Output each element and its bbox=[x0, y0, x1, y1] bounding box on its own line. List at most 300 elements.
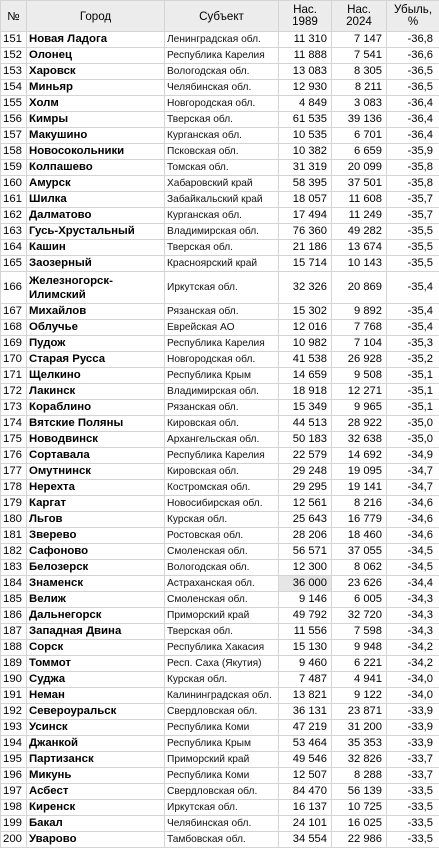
col-header-pop2024 bbox=[332, 1, 387, 32]
table-row bbox=[1, 64, 439, 80]
row-pop1989: 32 326 bbox=[279, 272, 332, 304]
row-pop1989: 34 554 bbox=[279, 832, 332, 848]
row-loss: -34,3 bbox=[387, 608, 439, 624]
table-row bbox=[1, 496, 439, 512]
row-number: 183 bbox=[1, 560, 27, 576]
row-number: 153 bbox=[1, 64, 27, 80]
row-pop1989: 24 101 bbox=[279, 816, 332, 832]
row-pop1989: 53 464 bbox=[279, 736, 332, 752]
table-row bbox=[1, 400, 439, 416]
row-pop2024: 11 249 bbox=[332, 208, 387, 224]
row-number: 173 bbox=[1, 400, 27, 416]
col-header-subject: Субъект bbox=[165, 1, 279, 32]
row-number: 199 bbox=[1, 816, 27, 832]
row-number: 184 bbox=[1, 576, 27, 592]
row-pop2024: 39 136 bbox=[332, 112, 387, 128]
row-loss: -34,9 bbox=[387, 448, 439, 464]
row-loss: -35,4 bbox=[387, 320, 439, 336]
row-loss: -35,1 bbox=[387, 384, 439, 400]
row-subject: Свердловская обл. bbox=[165, 784, 279, 800]
row-loss: -35,5 bbox=[387, 240, 439, 256]
row-pop2024: 8 288 bbox=[332, 768, 387, 784]
row-subject: Курская обл. bbox=[165, 672, 279, 688]
row-city: Сортавала bbox=[27, 448, 165, 464]
row-pop2024: 23 626 bbox=[332, 576, 387, 592]
table-row bbox=[1, 720, 439, 736]
row-city: Асбест bbox=[27, 784, 165, 800]
row-subject: Республика Карелия bbox=[165, 48, 279, 64]
row-loss: -36,5 bbox=[387, 64, 439, 80]
row-city: Шилка bbox=[27, 192, 165, 208]
row-loss: -36,8 bbox=[387, 32, 439, 48]
row-number: 167 bbox=[1, 304, 27, 320]
row-pop2024: 6 659 bbox=[332, 144, 387, 160]
row-subject: Курганская обл. bbox=[165, 208, 279, 224]
row-subject: Вологодская обл. bbox=[165, 64, 279, 80]
col-header-pop1989 bbox=[279, 1, 332, 32]
row-loss: -34,6 bbox=[387, 496, 439, 512]
row-city: Томмот bbox=[27, 656, 165, 672]
row-number: 193 bbox=[1, 720, 27, 736]
row-number: 180 bbox=[1, 512, 27, 528]
row-loss: -35,8 bbox=[387, 160, 439, 176]
row-subject: Свердловская обл. bbox=[165, 704, 279, 720]
row-city: Железногорск-Илимский bbox=[27, 272, 165, 304]
row-pop2024: 7 768 bbox=[332, 320, 387, 336]
row-pop1989: 41 538 bbox=[279, 352, 332, 368]
row-city: Кораблино bbox=[27, 400, 165, 416]
row-city: Далматово bbox=[27, 208, 165, 224]
row-city: Лакинск bbox=[27, 384, 165, 400]
row-pop1989: 84 470 bbox=[279, 784, 332, 800]
row-city: Североуральск bbox=[27, 704, 165, 720]
row-number: 168 bbox=[1, 320, 27, 336]
row-subject: Архангельская обл. bbox=[165, 432, 279, 448]
row-subject: Тверская обл. bbox=[165, 240, 279, 256]
row-loss: -34,5 bbox=[387, 544, 439, 560]
row-loss: -35,7 bbox=[387, 192, 439, 208]
row-loss: -35,0 bbox=[387, 416, 439, 432]
row-loss: -34,0 bbox=[387, 688, 439, 704]
col-header-pop1989-line1: Нас. bbox=[293, 3, 317, 16]
row-number: 178 bbox=[1, 480, 27, 496]
row-city: Дальнегорск bbox=[27, 608, 165, 624]
row-loss: -35,3 bbox=[387, 336, 439, 352]
row-number: 197 bbox=[1, 784, 27, 800]
row-number: 172 bbox=[1, 384, 27, 400]
row-pop1989: 11 310 bbox=[279, 32, 332, 48]
row-pop1989: 31 319 bbox=[279, 160, 332, 176]
row-number: 154 bbox=[1, 80, 27, 96]
row-pop1989: 12 561 bbox=[279, 496, 332, 512]
row-city: Вятские Поляны bbox=[27, 416, 165, 432]
row-subject: Курская обл. bbox=[165, 512, 279, 528]
row-pop1989: 29 248 bbox=[279, 464, 332, 480]
row-pop1989: 15 349 bbox=[279, 400, 332, 416]
row-subject: Республика Крым bbox=[165, 368, 279, 384]
row-subject: Томская обл. bbox=[165, 160, 279, 176]
row-subject: Владимирская обл. bbox=[165, 224, 279, 240]
row-number: 176 bbox=[1, 448, 27, 464]
row-pop2024: 9 948 bbox=[332, 640, 387, 656]
row-loss: -36,4 bbox=[387, 112, 439, 128]
row-pop2024: 22 986 bbox=[332, 832, 387, 848]
row-subject: Смоленская обл. bbox=[165, 544, 279, 560]
row-city: Колпашево bbox=[27, 160, 165, 176]
row-number: 196 bbox=[1, 768, 27, 784]
row-city: Макушино bbox=[27, 128, 165, 144]
row-subject: Кировская обл. bbox=[165, 416, 279, 432]
row-pop2024: 7 598 bbox=[332, 624, 387, 640]
row-number: 181 bbox=[1, 528, 27, 544]
row-pop1989: 10 382 bbox=[279, 144, 332, 160]
row-pop2024: 32 638 bbox=[332, 432, 387, 448]
row-pop1989: 10 535 bbox=[279, 128, 332, 144]
row-number: 160 bbox=[1, 176, 27, 192]
row-number: 164 bbox=[1, 240, 27, 256]
row-pop1989: 9 460 bbox=[279, 656, 332, 672]
row-pop2024: 16 025 bbox=[332, 816, 387, 832]
row-number: 192 bbox=[1, 704, 27, 720]
table-row bbox=[1, 384, 439, 400]
table-row bbox=[1, 592, 439, 608]
table-row bbox=[1, 736, 439, 752]
row-pop1989: 9 146 bbox=[279, 592, 332, 608]
row-subject: Костромская обл. bbox=[165, 480, 279, 496]
row-pop2024: 7 147 bbox=[332, 32, 387, 48]
row-pop1989: 7 487 bbox=[279, 672, 332, 688]
table-row bbox=[1, 32, 439, 48]
table-row bbox=[1, 800, 439, 816]
row-loss: -33,5 bbox=[387, 800, 439, 816]
row-loss: -33,7 bbox=[387, 752, 439, 768]
table-row bbox=[1, 144, 439, 160]
row-subject: Астраханская обл. bbox=[165, 576, 279, 592]
row-pop1989: 47 219 bbox=[279, 720, 332, 736]
table-row bbox=[1, 352, 439, 368]
row-pop1989: 25 643 bbox=[279, 512, 332, 528]
row-number: 198 bbox=[1, 800, 27, 816]
row-pop2024: 28 922 bbox=[332, 416, 387, 432]
row-loss: -35,5 bbox=[387, 256, 439, 272]
table-row bbox=[1, 576, 439, 592]
row-number: 195 bbox=[1, 752, 27, 768]
table-row bbox=[1, 208, 439, 224]
row-number: 175 bbox=[1, 432, 27, 448]
row-loss: -34,6 bbox=[387, 512, 439, 528]
row-number: 186 bbox=[1, 608, 27, 624]
row-subject: Иркутская обл. bbox=[165, 800, 279, 816]
row-pop1989: 50 183 bbox=[279, 432, 332, 448]
col-header-loss-line1: Убыль, bbox=[393, 3, 433, 16]
row-pop2024: 9 965 bbox=[332, 400, 387, 416]
row-city: Амурск bbox=[27, 176, 165, 192]
row-number: 170 bbox=[1, 352, 27, 368]
row-number: 156 bbox=[1, 112, 27, 128]
row-pop1989: 36 131 bbox=[279, 704, 332, 720]
row-subject: Тамбовская обл. bbox=[165, 832, 279, 848]
row-pop1989: 21 186 bbox=[279, 240, 332, 256]
row-number: 166 bbox=[1, 272, 27, 304]
row-pop2024: 32 826 bbox=[332, 752, 387, 768]
row-city: Сорск bbox=[27, 640, 165, 656]
row-city: Щелкино bbox=[27, 368, 165, 384]
row-pop2024: 4 941 bbox=[332, 672, 387, 688]
row-pop2024: 6 005 bbox=[332, 592, 387, 608]
row-subject: Кировская обл. bbox=[165, 464, 279, 480]
row-subject: Курганская обл. bbox=[165, 128, 279, 144]
row-loss: -34,4 bbox=[387, 576, 439, 592]
row-pop2024: 9 892 bbox=[332, 304, 387, 320]
row-subject: Новгородская обл. bbox=[165, 352, 279, 368]
table-row bbox=[1, 704, 439, 720]
row-loss: -33,5 bbox=[387, 816, 439, 832]
table-row bbox=[1, 448, 439, 464]
row-pop2024: 10 725 bbox=[332, 800, 387, 816]
row-city: Кашин bbox=[27, 240, 165, 256]
row-pop1989: 12 930 bbox=[279, 80, 332, 96]
table-row bbox=[1, 240, 439, 256]
row-subject: Смоленская обл. bbox=[165, 592, 279, 608]
table-row bbox=[1, 624, 439, 640]
row-number: 151 bbox=[1, 32, 27, 48]
table-row bbox=[1, 304, 439, 320]
row-loss: -35,2 bbox=[387, 352, 439, 368]
row-city: Новодвинск bbox=[27, 432, 165, 448]
row-loss: -34,6 bbox=[387, 528, 439, 544]
row-city: Кимры bbox=[27, 112, 165, 128]
table-row bbox=[1, 224, 439, 240]
table-row bbox=[1, 768, 439, 784]
table-row bbox=[1, 688, 439, 704]
table-row bbox=[1, 464, 439, 480]
table-row bbox=[1, 272, 439, 304]
row-loss: -36,4 bbox=[387, 128, 439, 144]
row-pop2024: 12 271 bbox=[332, 384, 387, 400]
row-city: Михайлов bbox=[27, 304, 165, 320]
row-subject: Красноярский край bbox=[165, 256, 279, 272]
row-pop2024: 16 779 bbox=[332, 512, 387, 528]
table-row bbox=[1, 336, 439, 352]
table-row bbox=[1, 128, 439, 144]
row-city: Олонец bbox=[27, 48, 165, 64]
row-subject: Псковская обл. bbox=[165, 144, 279, 160]
col-header-pop2024-line2: 2024 bbox=[346, 15, 372, 28]
row-number: 162 bbox=[1, 208, 27, 224]
row-pop2024: 32 720 bbox=[332, 608, 387, 624]
row-pop1989: 29 295 bbox=[279, 480, 332, 496]
header-row bbox=[1, 1, 439, 32]
row-subject: Тверская обл. bbox=[165, 624, 279, 640]
row-subject: Республика Крым bbox=[165, 736, 279, 752]
row-loss: -34,3 bbox=[387, 592, 439, 608]
table-row bbox=[1, 672, 439, 688]
col-header-num: № bbox=[1, 1, 27, 32]
row-city: Усинск bbox=[27, 720, 165, 736]
table-row bbox=[1, 112, 439, 128]
row-pop1989: 12 300 bbox=[279, 560, 332, 576]
table-row bbox=[1, 96, 439, 112]
row-city: Джанкой bbox=[27, 736, 165, 752]
row-city: Зверево bbox=[27, 528, 165, 544]
row-loss: -34,5 bbox=[387, 560, 439, 576]
row-subject: Еврейская АО bbox=[165, 320, 279, 336]
table-row bbox=[1, 80, 439, 96]
row-city: Западная Двина bbox=[27, 624, 165, 640]
row-city: Неман bbox=[27, 688, 165, 704]
row-loss: -33,5 bbox=[387, 784, 439, 800]
row-pop2024: 13 674 bbox=[332, 240, 387, 256]
table-row bbox=[1, 192, 439, 208]
table-row bbox=[1, 480, 439, 496]
row-city: Облучье bbox=[27, 320, 165, 336]
row-loss: -33,9 bbox=[387, 720, 439, 736]
table-row bbox=[1, 368, 439, 384]
row-city: Миньяр bbox=[27, 80, 165, 96]
row-city: Велиж bbox=[27, 592, 165, 608]
row-pop1989: 44 513 bbox=[279, 416, 332, 432]
row-pop1989: 49 546 bbox=[279, 752, 332, 768]
row-pop1989: 11 888 bbox=[279, 48, 332, 64]
row-pop2024: 14 692 bbox=[332, 448, 387, 464]
table-row bbox=[1, 656, 439, 672]
row-loss: -33,9 bbox=[387, 736, 439, 752]
row-pop1989: 12 016 bbox=[279, 320, 332, 336]
row-number: 161 bbox=[1, 192, 27, 208]
row-pop1989: 28 206 bbox=[279, 528, 332, 544]
row-pop2024: 23 871 bbox=[332, 704, 387, 720]
row-number: 190 bbox=[1, 672, 27, 688]
row-pop1989: 12 507 bbox=[279, 768, 332, 784]
table-row bbox=[1, 48, 439, 64]
row-pop2024: 56 139 bbox=[332, 784, 387, 800]
row-number: 194 bbox=[1, 736, 27, 752]
row-loss: -35,8 bbox=[387, 176, 439, 192]
table-row bbox=[1, 752, 439, 768]
col-header-pop2024-line1: Нас. bbox=[347, 3, 371, 16]
table-row bbox=[1, 560, 439, 576]
row-pop1989: 56 571 bbox=[279, 544, 332, 560]
row-number: 189 bbox=[1, 656, 27, 672]
col-header-pop1989-line2: 1989 bbox=[292, 15, 318, 28]
row-pop2024: 37 501 bbox=[332, 176, 387, 192]
row-number: 158 bbox=[1, 144, 27, 160]
row-loss: -36,6 bbox=[387, 48, 439, 64]
row-city: Партизанск bbox=[27, 752, 165, 768]
row-pop2024: 37 055 bbox=[332, 544, 387, 560]
row-loss: -34,2 bbox=[387, 656, 439, 672]
col-header-city: Город bbox=[27, 1, 165, 32]
row-city: Сафоново bbox=[27, 544, 165, 560]
row-subject: Республика Карелия bbox=[165, 336, 279, 352]
row-pop2024: 9 508 bbox=[332, 368, 387, 384]
row-city: Бакал bbox=[27, 816, 165, 832]
row-subject: Новгородская обл. bbox=[165, 96, 279, 112]
row-loss: -35,7 bbox=[387, 208, 439, 224]
row-number: 157 bbox=[1, 128, 27, 144]
row-pop1989: 13 083 bbox=[279, 64, 332, 80]
row-subject: Хабаровский край bbox=[165, 176, 279, 192]
row-pop2024: 8 305 bbox=[332, 64, 387, 80]
row-pop1989: 10 982 bbox=[279, 336, 332, 352]
row-pop2024: 20 099 bbox=[332, 160, 387, 176]
row-pop1989: 4 849 bbox=[279, 96, 332, 112]
row-subject: Челябинская обл. bbox=[165, 816, 279, 832]
table-row bbox=[1, 320, 439, 336]
row-pop2024: 8 211 bbox=[332, 80, 387, 96]
row-loss: -35,9 bbox=[387, 144, 439, 160]
row-loss: -34,0 bbox=[387, 672, 439, 688]
row-pop2024: 31 200 bbox=[332, 720, 387, 736]
row-loss: -36,4 bbox=[387, 96, 439, 112]
row-loss: -34,2 bbox=[387, 640, 439, 656]
row-city: Уварово bbox=[27, 832, 165, 848]
row-subject: Тверская обл. bbox=[165, 112, 279, 128]
row-city: Белозерск bbox=[27, 560, 165, 576]
row-subject: Республика Хакасия bbox=[165, 640, 279, 656]
row-subject: Республика Коми bbox=[165, 720, 279, 736]
table-row bbox=[1, 416, 439, 432]
row-subject: Новосибирская обл. bbox=[165, 496, 279, 512]
row-pop2024: 9 122 bbox=[332, 688, 387, 704]
row-number: 188 bbox=[1, 640, 27, 656]
row-number: 179 bbox=[1, 496, 27, 512]
row-city: Микунь bbox=[27, 768, 165, 784]
row-number: 152 bbox=[1, 48, 27, 64]
row-pop1989: 15 714 bbox=[279, 256, 332, 272]
row-loss: -35,4 bbox=[387, 304, 439, 320]
row-pop2024: 8 062 bbox=[332, 560, 387, 576]
row-loss: -34,3 bbox=[387, 624, 439, 640]
row-subject: Владимирская обл. bbox=[165, 384, 279, 400]
row-subject: Калининградская обл. bbox=[165, 688, 279, 704]
table-row bbox=[1, 528, 439, 544]
row-loss: -35,1 bbox=[387, 368, 439, 384]
row-number: 174 bbox=[1, 416, 27, 432]
table-row bbox=[1, 544, 439, 560]
row-number: 177 bbox=[1, 464, 27, 480]
row-pop2024: 7 541 bbox=[332, 48, 387, 64]
row-pop2024: 6 701 bbox=[332, 128, 387, 144]
row-number: 200 bbox=[1, 832, 27, 848]
row-loss: -33,5 bbox=[387, 832, 439, 848]
table-row bbox=[1, 640, 439, 656]
table-row bbox=[1, 160, 439, 176]
row-pop2024: 49 282 bbox=[332, 224, 387, 240]
row-pop1989: 58 395 bbox=[279, 176, 332, 192]
row-loss: -35,5 bbox=[387, 224, 439, 240]
row-city: Харовск bbox=[27, 64, 165, 80]
row-loss: -35,1 bbox=[387, 400, 439, 416]
row-city: Нерехта bbox=[27, 480, 165, 496]
row-subject: Челябинская обл. bbox=[165, 80, 279, 96]
row-subject: Ростовская обл. bbox=[165, 528, 279, 544]
row-pop2024: 6 221 bbox=[332, 656, 387, 672]
row-number: 182 bbox=[1, 544, 27, 560]
row-pop1989: 76 360 bbox=[279, 224, 332, 240]
row-loss: -35,0 bbox=[387, 432, 439, 448]
row-loss: -33,7 bbox=[387, 768, 439, 784]
row-pop2024: 35 353 bbox=[332, 736, 387, 752]
row-pop2024: 10 143 bbox=[332, 256, 387, 272]
row-pop2024: 19 141 bbox=[332, 480, 387, 496]
row-pop2024: 11 608 bbox=[332, 192, 387, 208]
row-number: 159 bbox=[1, 160, 27, 176]
row-city: Каргат bbox=[27, 496, 165, 512]
table-row bbox=[1, 832, 439, 848]
row-city: Омутнинск bbox=[27, 464, 165, 480]
row-city: Заозерный bbox=[27, 256, 165, 272]
